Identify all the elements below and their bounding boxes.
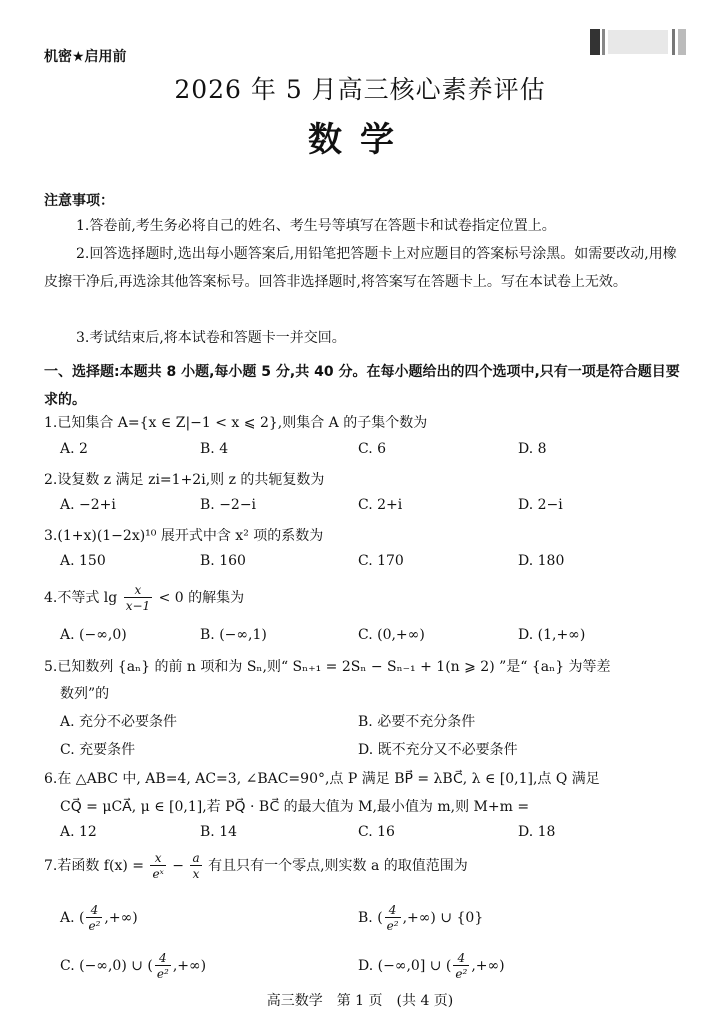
q3-option-a: A. 150 [60,553,106,569]
notes-heading: 注意事项： [44,193,114,209]
q4-stem-start: 4.不等式 lg [44,590,118,606]
q7d-frac-numerator: 4 [453,952,469,966]
q7-frac1-denominator: eˣ [152,867,164,881]
q7-minus: − [172,858,185,874]
q4-fraction [124,584,152,612]
question-6-stem: 6.在 △ABC 中, AB=4, AC=3, ∠BAC=90°,点 P 满足 BP⃗ = λBC⃗, λ ∈ [0,1],点 Q 满足 [44,771,600,787]
q5-option-c: C. 充要条件 [60,742,136,758]
q4-option-b: B. (−∞,1) [200,627,267,643]
q7-frac2-denominator: x [192,867,200,881]
subject-title: 数学 [308,120,412,160]
q5-option-d: D. 既不充分又不必要条件 [358,742,518,758]
q7-fraction-2 [190,852,201,880]
question-2-stem: 2.设复数 z 满足 zi=1+2i,则 z 的共轭复数为 [44,472,325,488]
question-1-stem: 1.已知集合 A={x ∈ Z|−1 < x ⩽ 2},则集合 A 的子集个数为 [44,415,428,431]
question-7-stem [44,852,468,880]
q7c-prefix: C. (−∞,0) ∪ ( [60,958,153,974]
q7b-suffix: ,+∞) ∪ {0} [402,910,484,926]
corner-stamp-graphic [588,26,692,60]
q4-frac-denominator: x−1 [125,599,151,613]
q7c-fraction [155,952,171,980]
q1-option-b: B. 4 [200,441,229,457]
page-footer: 高三数学 第 1 页 (共 4 页) [266,993,454,1009]
q2-option-d: D. 2−i [518,497,563,513]
q7-stem-end: 有且只有一个零点,则实数 a 的取值范围为 [208,858,468,874]
exam-title: 2026 年 5 月高三核心素养评估 [174,75,546,104]
q7-option-c [60,952,206,980]
q4-option-a: A. (−∞,0) [60,627,127,643]
q3-option-b: B. 160 [200,553,246,569]
q5-option-a: A. 充分不必要条件 [60,714,178,730]
q7-fraction-1 [150,852,165,880]
q7c-frac-denominator: e² [156,967,169,981]
q4-option-c: C. (0,+∞) [358,627,425,643]
note-item-3: 3.考试结束后,将本试卷和答题卡一并交回。 [76,330,346,346]
question-6-stem-cont: CQ⃗ = μCA⃗, μ ∈ [0,1],若 PQ⃗ · BC⃗ 的最大值为 M,最小值为 m,则 M+m = [60,799,530,815]
q4-option-d: D. (1,+∞) [518,627,586,643]
q1-option-d: D. 8 [518,441,547,457]
q6-option-c: C. 16 [358,824,395,840]
q7a-frac-denominator: e² [88,919,101,933]
section-1-heading: 一、选择题:本题共 8 小题,每小题 5 分,共 40 分。在每小题给出的四个选项中,只有一项是符合题目要求的。 [44,364,680,408]
question-5-stem-cont: 数列”的 [60,686,110,702]
q5-option-b: B. 必要不充分条件 [358,714,476,730]
q7b-prefix: B. ( [358,910,383,926]
q2-option-c: C. 2+i [358,497,403,513]
q6-option-b: B. 14 [200,824,238,840]
question-3-stem: 3.(1+x)(1−2x)¹⁰ 展开式中含 x² 项的系数为 [44,528,324,544]
q2-option-a: A. −2+i [60,497,116,513]
q7-stem-start: 7.若函数 f(x) = [44,858,144,874]
question-5-stem: 5.已知数列 {aₙ} 的前 n 项和为 Sₙ,则“ Sₙ₊₁ = 2Sₙ − Sₙ₋₁ + 1(n ⩾ 2) ”是“ {aₙ} 为等差 [44,659,611,675]
q1-option-a: A. 2 [60,441,88,457]
q7a-suffix: ,+∞) [104,910,138,926]
q7b-frac-denominator: e² [386,919,399,933]
q7a-fraction [86,904,102,932]
q7-option-b [358,904,483,932]
q7-option-d [358,952,505,980]
q7-frac2-numerator: a [192,851,200,865]
q7-option-a [60,904,138,932]
q7c-frac-numerator: 4 [155,952,171,966]
q6-option-a: A. 12 [60,824,97,840]
note-item-2: 2.回答选择题时,选出每小题答案后,用铅笔把答题卡上对应题目的答案标号涂黑。如需要改动,用橡皮擦干净后,再选涂其他答案标号。回答非选择题时,将答案写在答题卡上。写在本试卷上无效。 [44,246,677,290]
q7d-fraction [453,952,469,980]
q7a-prefix: A. ( [60,910,85,926]
q7d-frac-denominator: e² [455,967,468,981]
q4-stem-end: < 0 的解集为 [158,590,245,606]
q3-option-d: D. 180 [518,553,565,569]
q3-option-c: C. 170 [358,553,404,569]
q7b-frac-numerator: 4 [385,904,401,918]
q6-option-d: D. 18 [518,824,556,840]
q7b-fraction [385,904,401,932]
q7d-prefix: D. (−∞,0] ∪ ( [358,958,452,974]
q4-frac-numerator: x [124,584,152,598]
q7a-frac-numerator: 4 [86,904,102,918]
q1-option-c: C. 6 [358,441,387,457]
q7d-suffix: ,+∞) [471,958,505,974]
note-item-1: 1.答卷前,考生务必将自己的姓名、考生号等填写在答题卡和试卷指定位置上。 [76,218,556,234]
q7c-suffix: ,+∞) [172,958,207,974]
confidential-label: 机密★启用前 [44,49,127,65]
q7-frac1-numerator: x [150,852,165,866]
q2-option-b: B. −2−i [200,497,257,513]
question-4-stem [44,584,244,612]
